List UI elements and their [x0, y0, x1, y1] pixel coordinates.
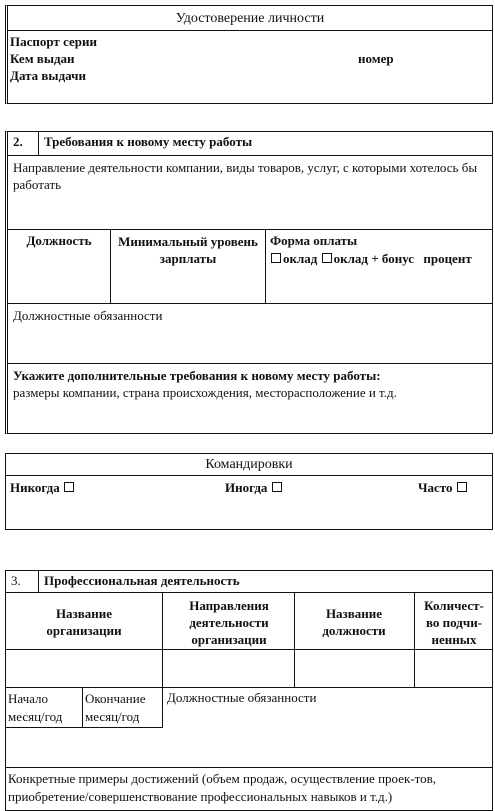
divider	[110, 229, 111, 303]
end-date-label: Окончание месяц/год	[85, 691, 146, 724]
divider	[6, 649, 492, 650]
work-duties-label: Должностные обязанности	[167, 690, 317, 705]
passport-number-label: номер	[358, 51, 394, 66]
checkbox-sometimes[interactable]	[272, 482, 282, 492]
issue-date-label: Дата выдачи	[10, 68, 86, 83]
issued-by-label: Кем выдан	[10, 51, 75, 66]
pay-option-salary-bonus: оклад + бонус	[333, 251, 415, 266]
trip-often-label: Часто	[418, 480, 453, 495]
col-org-name: Название организации	[46, 606, 122, 638]
section-3-number: 3.	[6, 571, 39, 593]
checkbox-salary-bonus[interactable]	[322, 253, 332, 263]
trip-option-sometimes	[225, 480, 284, 497]
duties-label: Должностные обязанности	[13, 308, 163, 323]
divider	[414, 593, 415, 687]
divider	[162, 593, 163, 687]
col-min-salary: Минимальный уровень зарплаты	[118, 234, 258, 266]
start-date-label: Начало месяц/год	[8, 691, 63, 724]
divider	[294, 593, 295, 687]
achievements-label: Конкретные примеры достижений (объем продаж, осуществление проек-тов, приобретение/совершенствование профессиональных навыков и т.д.)	[8, 771, 437, 804]
checkbox-never[interactable]	[64, 482, 74, 492]
extra-requirements-label: Укажите дополнительные требования к новому месту работы:	[13, 368, 381, 383]
divider	[6, 687, 492, 688]
col-pay-form: Форма оплаты	[270, 233, 358, 248]
divider	[8, 363, 492, 364]
pay-option-salary: оклад	[283, 251, 318, 266]
section-3-title: Профессиональная деятельность	[39, 571, 492, 593]
business-trips-title: Командировки	[6, 454, 492, 476]
pay-option-percent: процент	[423, 251, 472, 266]
divider	[265, 229, 266, 303]
company-direction-text: Направление деятельности компании, виды товаров, услуг, с которыми хотелось бы работать	[13, 160, 478, 192]
identity-title: Удостоверение личности	[8, 7, 492, 31]
passport-series-label: Паспорт серии	[10, 34, 97, 49]
trip-option-never	[10, 480, 76, 497]
divider	[6, 727, 163, 728]
trip-option-often	[418, 480, 469, 497]
divider	[6, 767, 492, 768]
divider	[162, 687, 163, 727]
checkbox-salary[interactable]	[271, 253, 281, 263]
divider	[8, 303, 492, 304]
col-org-directions: Направления деятельности организации	[189, 598, 269, 647]
divider	[82, 687, 83, 727]
pay-options	[270, 251, 492, 268]
col-subordinates: Количест-во подчи-ненных	[424, 598, 484, 647]
col-position: Должность	[26, 233, 92, 248]
checkbox-often[interactable]	[457, 482, 467, 492]
section-2-number: 2.	[8, 132, 39, 156]
section-2-title: Требования к новому месту работы	[39, 132, 492, 156]
divider	[8, 229, 492, 230]
col-position-name: Название должности	[322, 606, 386, 638]
extra-requirements-hint: размеры компании, страна происхождения, месторасположение и т.д.	[13, 385, 397, 400]
trip-sometimes-label: Иногда	[225, 480, 268, 495]
trip-never-label: Никогда	[10, 480, 60, 495]
